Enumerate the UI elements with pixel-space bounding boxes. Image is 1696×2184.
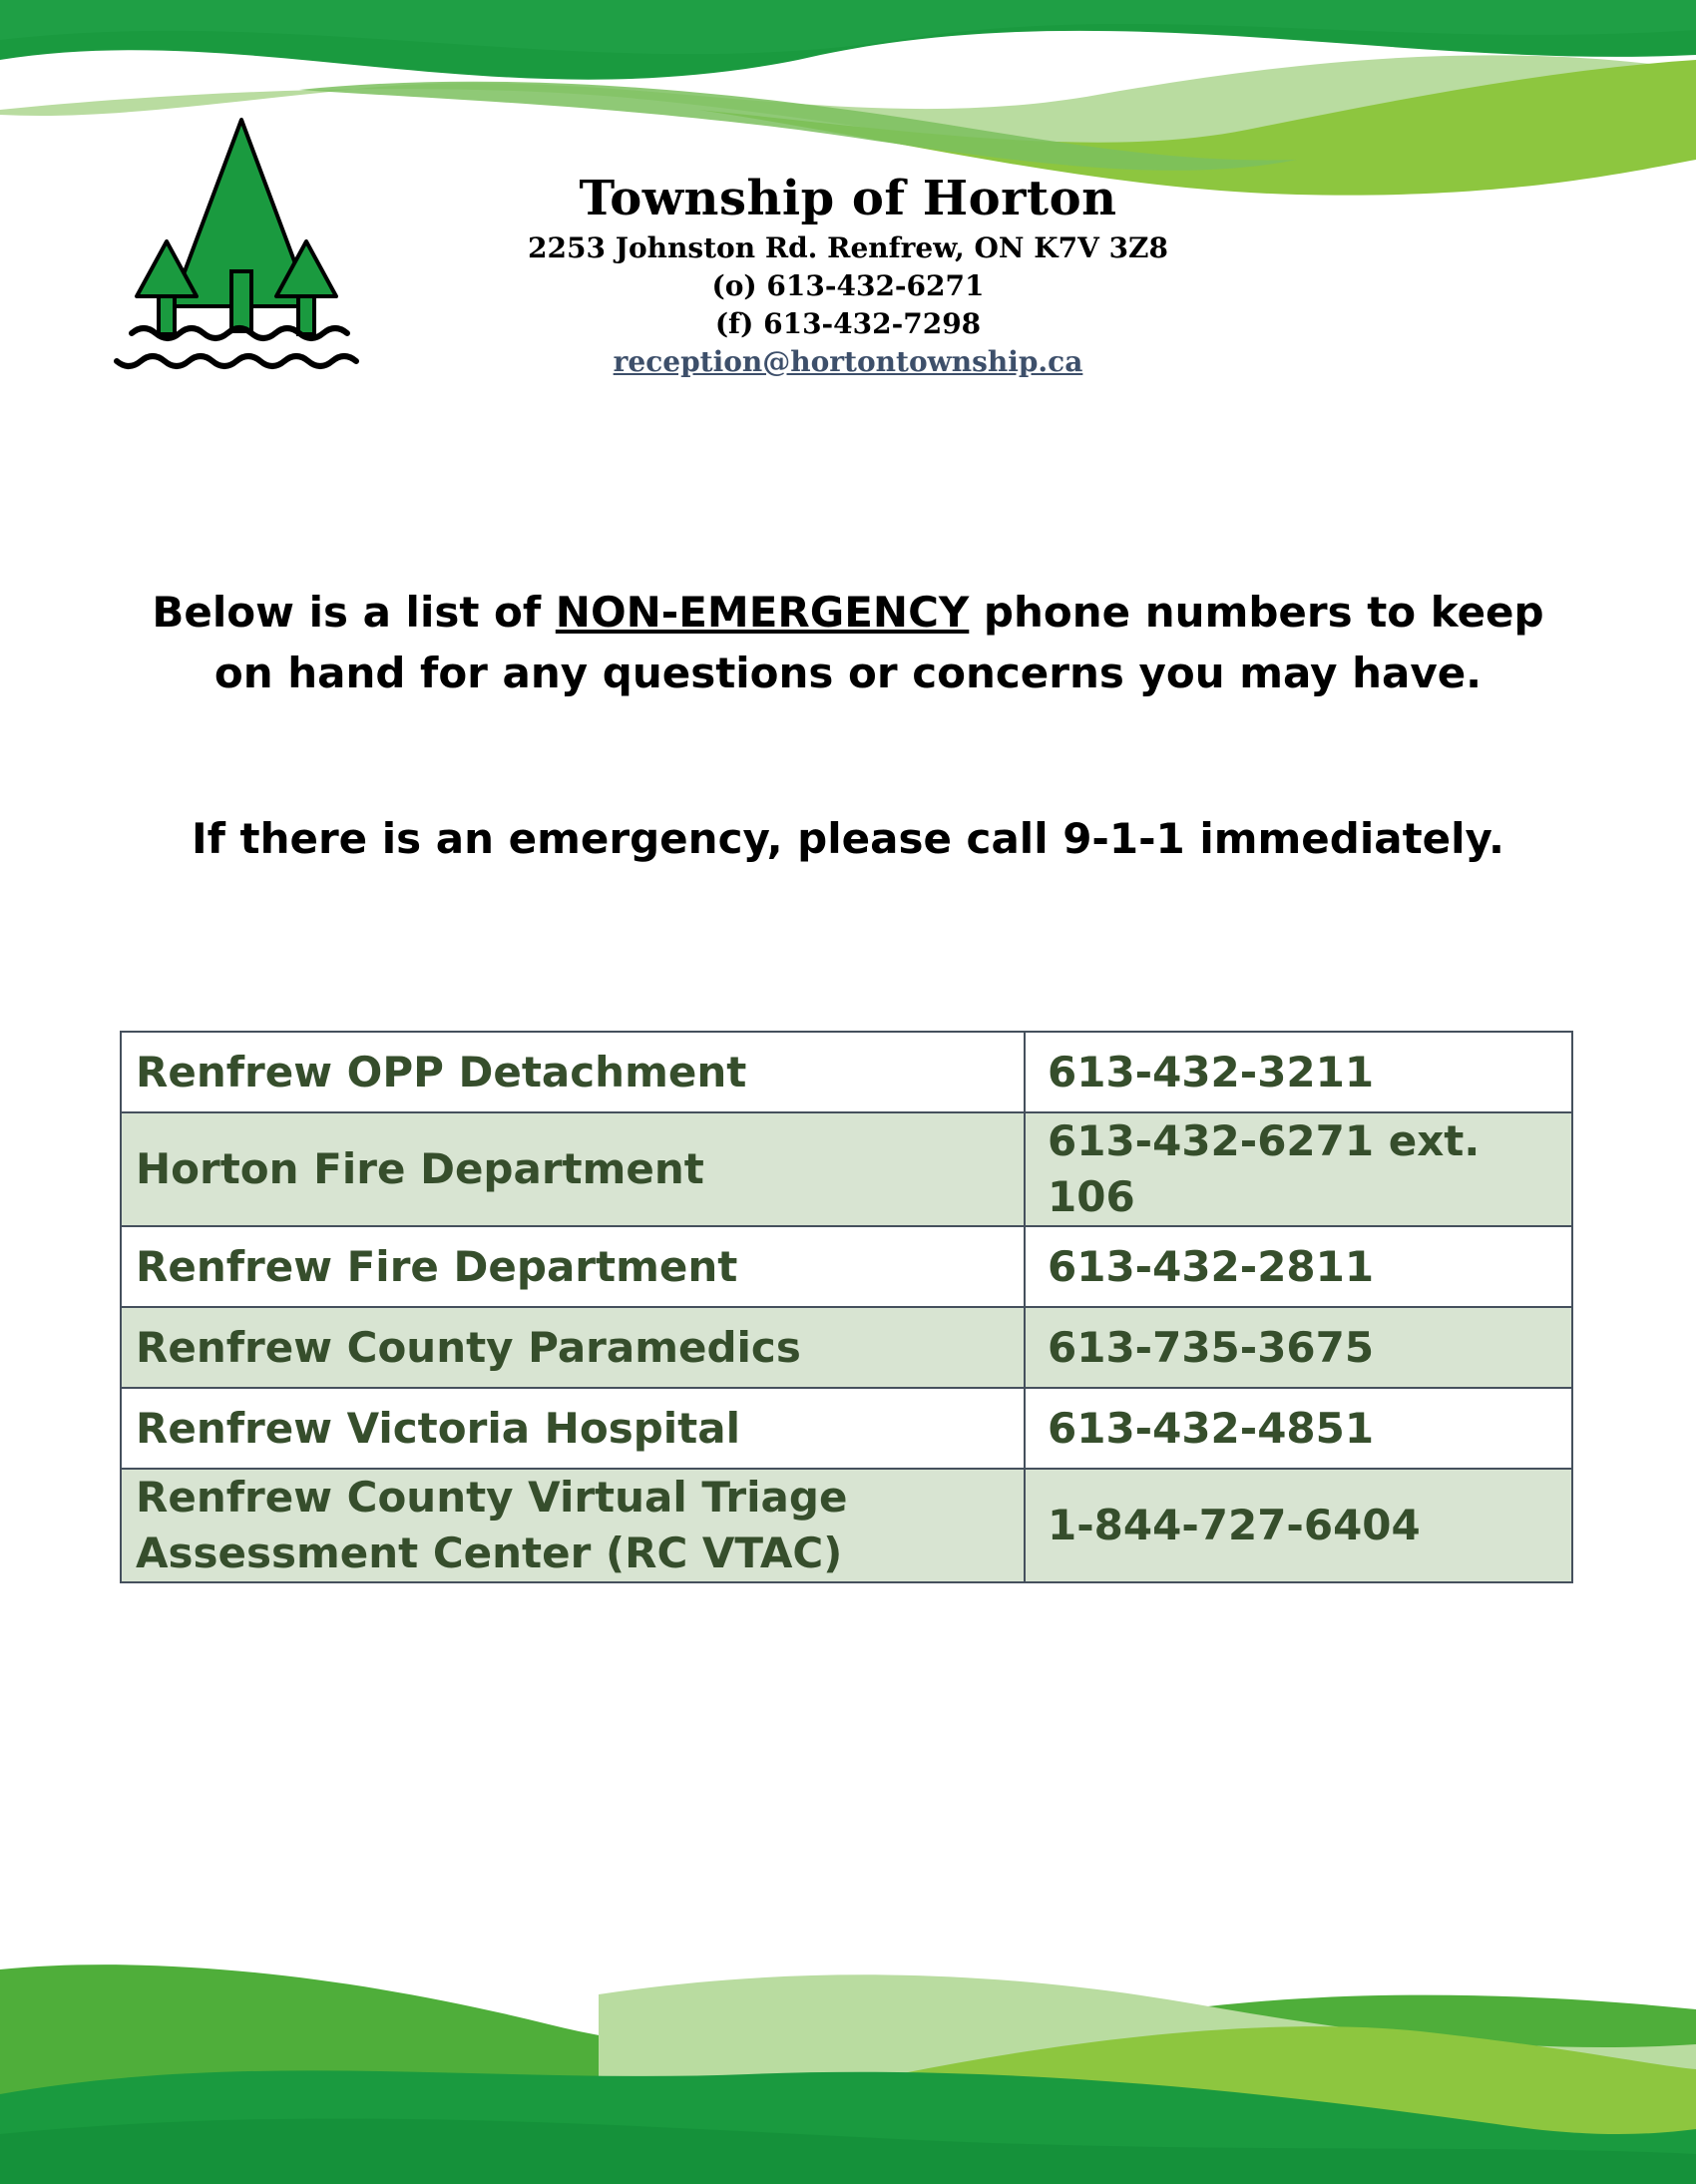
- intro-paragraph: [120, 582, 1576, 703]
- email-link[interactable]: reception@hortontownship.ca: [613, 345, 1083, 378]
- intro-before: Below is a list of: [152, 588, 556, 637]
- address: 2253 Johnston Rd. Renfrew, ON K7V 3Z8: [528, 231, 1168, 264]
- table-row: [121, 1112, 1572, 1226]
- contacts-table: [120, 1031, 1573, 1583]
- contact-name: Renfrew County Virtual Triage Assessment Center (RC VTAC): [121, 1469, 1025, 1582]
- contact-phone: 613-735-3675: [1025, 1307, 1572, 1388]
- trees-on-water-logo: [112, 112, 371, 381]
- contact-name: Horton Fire Department: [121, 1112, 1025, 1226]
- table-row: [121, 1226, 1572, 1307]
- contact-name: Renfrew OPP Detachment: [121, 1032, 1025, 1112]
- intro-highlight: NON-EMERGENCY: [555, 588, 970, 637]
- emergency-note: If there is an emergency, please call 9-1-1 immediately.: [191, 814, 1505, 863]
- contact-phone: 613-432-6271 ext. 106: [1025, 1112, 1572, 1226]
- letterhead: [449, 168, 1247, 381]
- table-row: [121, 1388, 1572, 1469]
- contact-name: Renfrew Fire Department: [121, 1226, 1025, 1307]
- office-phone: (o) 613-432-6271: [711, 269, 985, 302]
- table-row: [121, 1469, 1572, 1582]
- table-row: [121, 1307, 1572, 1388]
- bottom-wave-decoration: [0, 1955, 1696, 2184]
- tree-trunk-center: [231, 271, 251, 331]
- tree-trunk-left: [159, 296, 175, 334]
- organization-name: Township of Horton: [579, 171, 1117, 226]
- contact-phone: 613-432-4851: [1025, 1388, 1572, 1469]
- intro-after: phone numbers to keep on hand for any questions or concerns you may have.: [213, 588, 1544, 697]
- contact-phone: 613-432-3211: [1025, 1032, 1572, 1112]
- contact-phone: 1-844-727-6404: [1025, 1469, 1572, 1582]
- contact-name: Renfrew Victoria Hospital: [121, 1388, 1025, 1469]
- contact-phone: 613-432-2811: [1025, 1226, 1572, 1307]
- table-row: [121, 1032, 1572, 1112]
- fax-number: (f) 613-432-7298: [714, 307, 982, 340]
- contact-name: Renfrew County Paramedics: [121, 1307, 1025, 1388]
- tree-trunk-right: [298, 296, 314, 334]
